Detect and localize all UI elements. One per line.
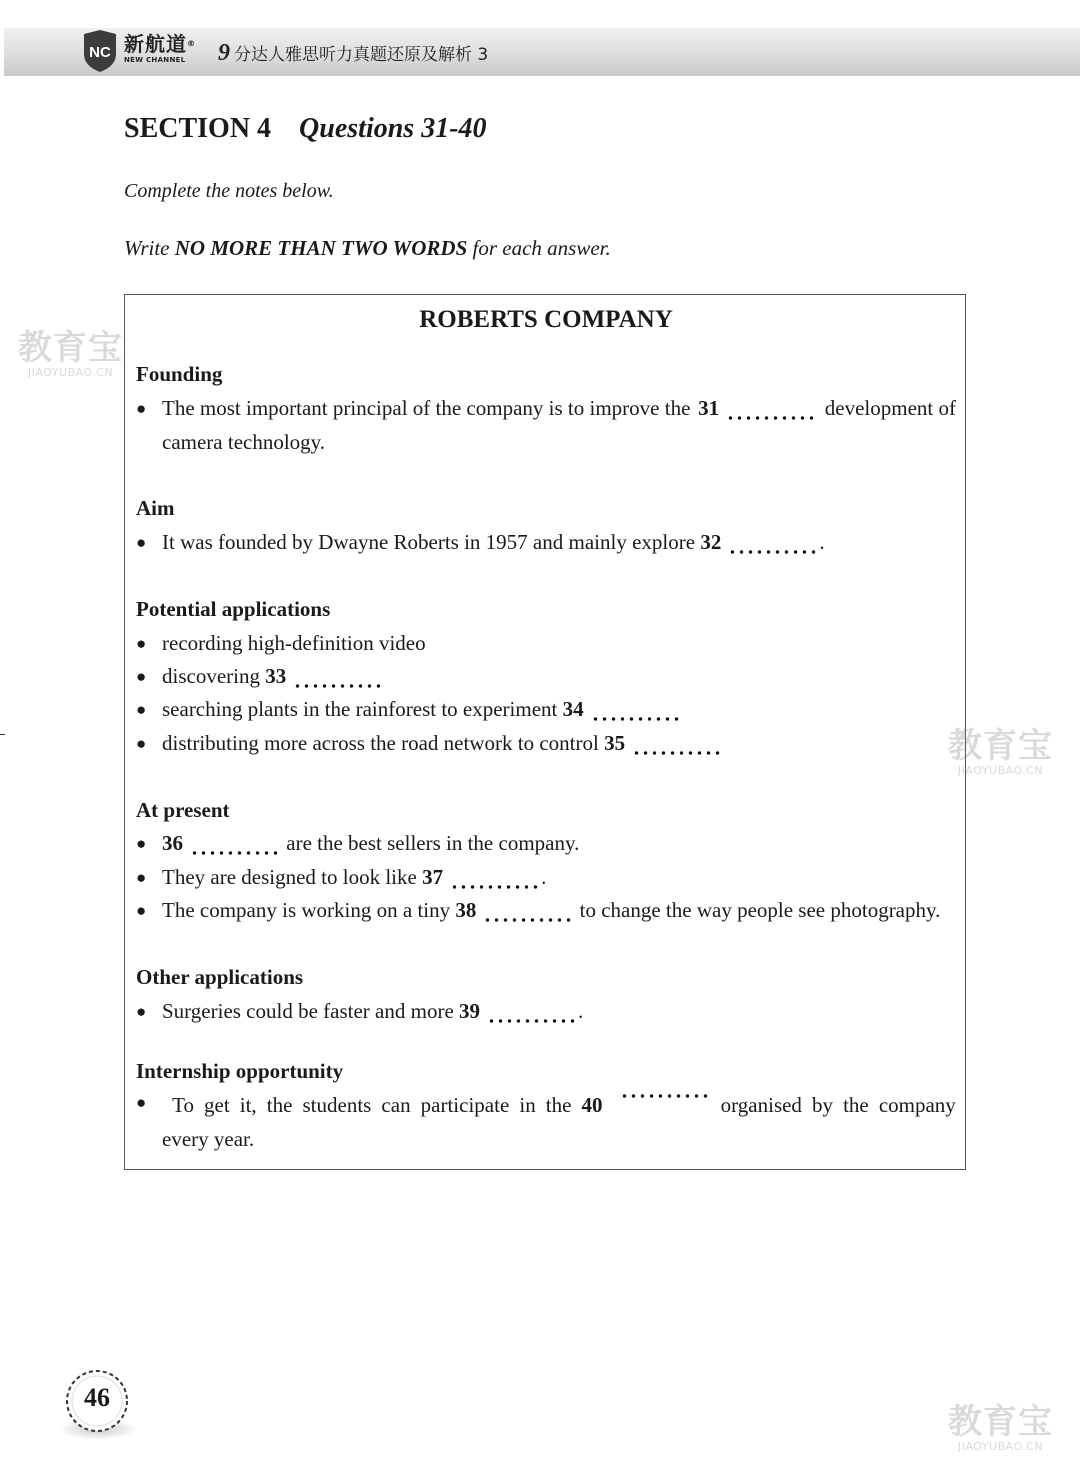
question-number: 34 [562,697,584,721]
bullet-icon: ● [136,868,147,887]
bullet-icon: ● [136,901,147,920]
founding-bullet [136,396,956,421]
watermark [948,1404,1053,1453]
present-bullet-3 [136,898,940,923]
bullet-icon: ● [136,734,147,753]
answer-blank-31[interactable] [726,415,814,421]
bullet-text: distributing more across the road network to control [162,731,599,755]
logo [124,33,196,64]
word: by [812,1093,834,1117]
question-number: 32 [700,530,722,554]
word: organised [720,1093,802,1117]
question-number: 38 [455,898,477,922]
other-bullet-1 [136,999,583,1024]
heading-internship-opportunity: Internship opportunity [136,1059,344,1083]
question-number: 40 [581,1093,603,1117]
question-number: 36 [162,831,183,855]
question-number: 35 [604,731,626,755]
word: can [381,1093,411,1117]
watermark [18,330,123,379]
answer-blank-34[interactable] [591,716,679,722]
potential-bullet-1 [136,631,426,656]
book-title-num: 9 [218,40,230,66]
section-label: SECTION 4 [124,113,272,144]
word: get [204,1093,230,1117]
potential-bullet-2 [136,664,384,689]
answer-blank-33[interactable] [293,683,381,689]
instruction-complete: Complete the notes below. [124,180,334,202]
heading-aim: Aim [136,496,175,520]
page-number: 46 [84,1383,110,1412]
heading-at-present: At present [136,798,230,822]
word: participate [420,1093,510,1117]
heading-other-applications: Other applications [136,965,304,989]
founding-continuation: camera technology. [162,430,326,454]
bullet-text: The most important principal of the company is to improve the [162,396,691,420]
logo-en: NEW CHANNEL [124,56,186,64]
section-heading [124,113,487,145]
word: To [172,1093,194,1117]
watermark-en: JIAOYUBAO.CN [957,1440,1044,1453]
question-number: 37 [422,865,444,889]
bullet-text-after: . [578,999,584,1023]
logo-reg: ® [187,39,196,48]
bullet-text: recording high-definition video [162,631,426,655]
instruction-bold: NO MORE THAN TWO WORDS [174,236,468,260]
question-number: 33 [265,664,287,688]
internship-bullet [136,1093,956,1118]
watermark-cn: 教育宝 [948,1402,1053,1442]
bullet-icon: ● [136,399,147,418]
heading-potential-applications: Potential applications [136,597,331,621]
bullet-icon: ● [136,1002,147,1021]
word: students [302,1093,372,1117]
questions-range: Questions 31-40 [299,113,487,144]
bullet-text-after: are the best sellers in the company. [286,831,580,855]
word: it, [239,1093,257,1117]
question-number: 31 [698,396,720,420]
bullet-text: The company is working on a tiny [162,898,451,922]
bullet-text: discovering [162,664,260,688]
answer-blank-38[interactable] [483,917,571,923]
word: in [519,1093,536,1117]
answer-blank-32[interactable] [728,549,816,555]
watermark-cn: 教育宝 [18,328,123,368]
answer-blank-40[interactable] [620,1093,708,1099]
watermark-en: JIAOYUBAO.CN [957,764,1044,777]
word: the [545,1093,572,1117]
aim-bullet [136,530,825,555]
question-number: 39 [459,999,481,1023]
potential-bullet-3 [136,697,682,722]
edge-mark [0,734,5,735]
book-title-text: 分达人雅思听力真题还原及解析 3 [234,45,489,65]
answer-blank-39[interactable] [487,1018,575,1024]
bullet-text-after: to change the way people see photography. [579,898,941,922]
watermark [948,728,1053,777]
heading-founding: Founding [136,362,223,386]
bullet-text: Surgeries could be faster and more [162,999,454,1023]
word: the [266,1093,293,1117]
present-bullet-2 [136,865,546,890]
book-title [218,40,488,67]
bullet-icon: ● [136,700,147,719]
present-bullet-1 [136,831,579,856]
answer-blank-35[interactable] [632,750,720,756]
watermark-en: JIAOYUBAO.CN [27,366,114,379]
instruction-suffix: for each answer. [467,236,611,260]
bullet-text: It was founded by Dwayne Roberts in 1957 and mainly explore [162,530,696,554]
logo-shield-icon [82,30,118,72]
logo-cn: 新航道 [124,32,187,56]
watermark-cn: 教育宝 [948,726,1053,766]
answer-blank-36[interactable] [190,850,278,856]
word: company [878,1093,956,1117]
bullet-text: searching plants in the rainforest to experiment [162,697,558,721]
answer-blank-37[interactable] [450,884,538,890]
bullet-icon: ● [136,667,147,686]
bullet-icon: ● [136,1093,147,1112]
word: the [843,1093,869,1117]
bullet-icon: ● [136,634,147,653]
internship-continuation: every year. [162,1127,255,1151]
instruction-word-limit [124,236,611,261]
bullet-icon: ● [136,834,147,853]
bullet-text-after: development of [824,396,956,420]
potential-bullet-4 [136,731,723,756]
bullet-text-after: . [819,530,825,554]
instruction-prefix: Write [124,236,175,260]
notes-title: ROBERTS COMPANY [419,306,673,333]
bullet-text-after: . [541,865,547,889]
bullet-text: They are designed to look like [162,865,417,889]
bullet-icon: ● [136,533,147,552]
logo-mark-text: NC [89,44,111,61]
